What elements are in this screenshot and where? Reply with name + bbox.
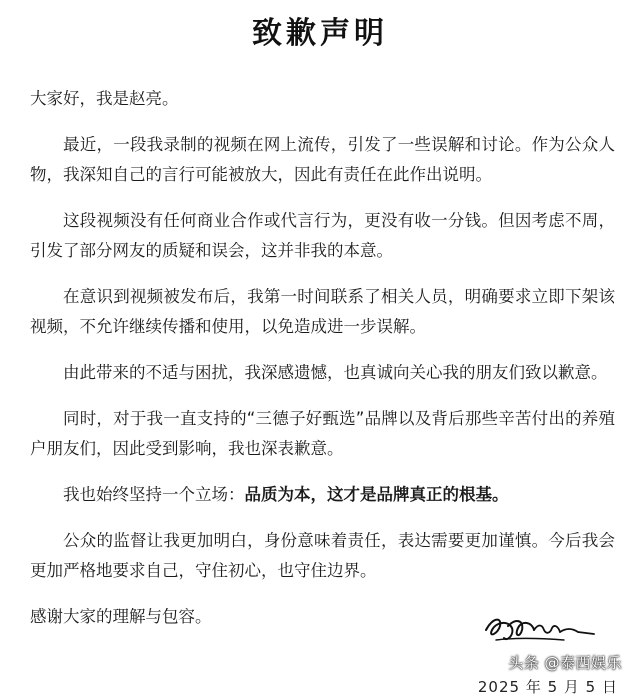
statement-date: 2025 年 5 月 5 日 — [477, 678, 618, 696]
closing-paragraph: 感谢大家的理解与包容。 — [30, 607, 212, 626]
source-watermark: 头条 @泰西娱乐 — [508, 654, 622, 672]
paragraph-takedown: 在意识到视频被发布后，我第一时间联系了相关人员，明确要求立即下架该视频，不允许继续传播和使用，以免造成进一步误解。 — [30, 287, 615, 336]
handwritten-signature — [478, 608, 598, 648]
stance-lead: 我也始终坚持一个立场： — [63, 485, 245, 504]
greeting-paragraph: 大家好，我是赵亮。 — [30, 89, 179, 108]
paragraph-context: 最近，一段我录制的视频在网上流传，引发了一些误解和讨论。作为公众人物，我深知自己的言行可能被放大，因此有责任在此作出说明。 — [30, 135, 615, 184]
statement-body — [30, 84, 615, 648]
paragraph-no-commercial: 这段视频没有任何商业合作或代言行为，更没有收一分钱。但因考虑不周，引发了部分网友的质疑和误会，这并非我的本意。 — [30, 211, 615, 260]
stance-emphasis: 品质为本，这才是品牌真正的根基。 — [244, 485, 509, 504]
paragraph-responsibility: 公众的监督让我更加明白，身份意味着责任，表达需要更加谨慎。今后我会更加严格地要求自己，守住初心，也守住边界。 — [30, 531, 615, 580]
paragraph-brand-apology: 同时，对于我一直支持的“三德子好甄选”品牌以及背后那些辛苦付出的养殖户朋友们，因此受到影响，我也深表歉意。 — [30, 409, 615, 458]
paragraph-stance — [30, 480, 615, 510]
paragraph-regret: 由此带来的不适与困扰，我深感遗憾，也真诚向关心我的朋友们致以歉意。 — [63, 363, 608, 382]
document-title: 致歉声明 — [252, 16, 388, 51]
